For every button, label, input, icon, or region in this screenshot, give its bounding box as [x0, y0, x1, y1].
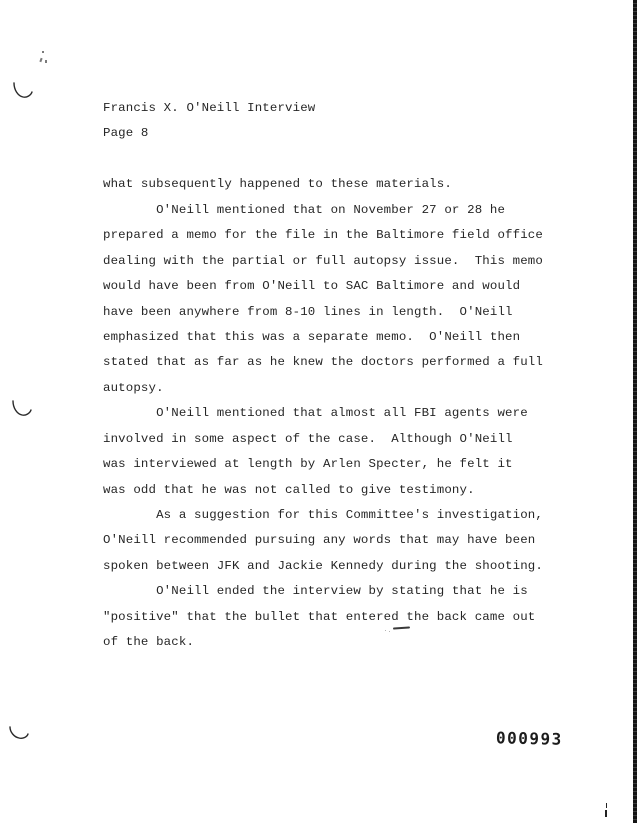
body-line: was odd that he was not called to give testimony. [103, 482, 475, 497]
pen-swoosh-mark [8, 726, 30, 741]
body-line: involved in some aspect of the case. Although O'Neill [103, 431, 513, 446]
scan-speck [605, 810, 607, 817]
blank-line [103, 147, 543, 172]
doc-page-number: Page 8 [103, 126, 149, 141]
scan-speck [385, 630, 386, 631]
scan-speck [45, 60, 47, 63]
body-line: As a suggestion for this Committee's investigation, [103, 508, 543, 522]
body-line: O'Neill ended the interview by stating that he is [103, 584, 528, 599]
body-line: "positive" that the bullet that entered the back came out [103, 609, 536, 624]
scan-speck [606, 803, 607, 808]
body-line: O'Neill recommended pursuing any words that may have been [103, 533, 536, 548]
body-line: what subsequently happened to these materials. [103, 177, 452, 192]
stamp-number: 000993 [495, 728, 563, 749]
pen-swoosh-mark [11, 400, 33, 418]
body-line: would have been from O'Neill to SAC Baltimore and would [103, 279, 521, 294]
scan-speck [42, 51, 44, 53]
scan-speck [389, 631, 390, 632]
scan-speck [39, 58, 42, 62]
typewritten-text [103, 96, 543, 656]
body-line: was interviewed at length by Arlen Specter, he felt it [103, 457, 513, 472]
body-line: dealing with the partial or full autopsy issue. This memo [103, 253, 543, 268]
doc-title: Francis X. O'Neill Interview [103, 101, 316, 115]
body-line: have been anywhere from 8-10 lines in length. O'Neill [103, 304, 513, 319]
scan-edge-strip [633, 0, 637, 823]
body-line: stated that as far as he knew the doctors performed a full [103, 355, 543, 370]
body-line: O'Neill mentioned that almost all FBI agents were [103, 406, 528, 421]
body-line: autopsy. [103, 380, 164, 395]
pen-swoosh-mark [12, 82, 34, 100]
body-line: O'Neill mentioned that on November 27 or 28 he [103, 202, 506, 217]
body-line: prepared a memo for the file in the Baltimore field office [103, 228, 543, 243]
body-line: of the back. [103, 635, 195, 650]
body-line: emphasized that this was a separate memo. O'Neill then [103, 329, 521, 344]
body-line: spoken between JFK and Jackie Kennedy during the shooting. [103, 558, 543, 573]
